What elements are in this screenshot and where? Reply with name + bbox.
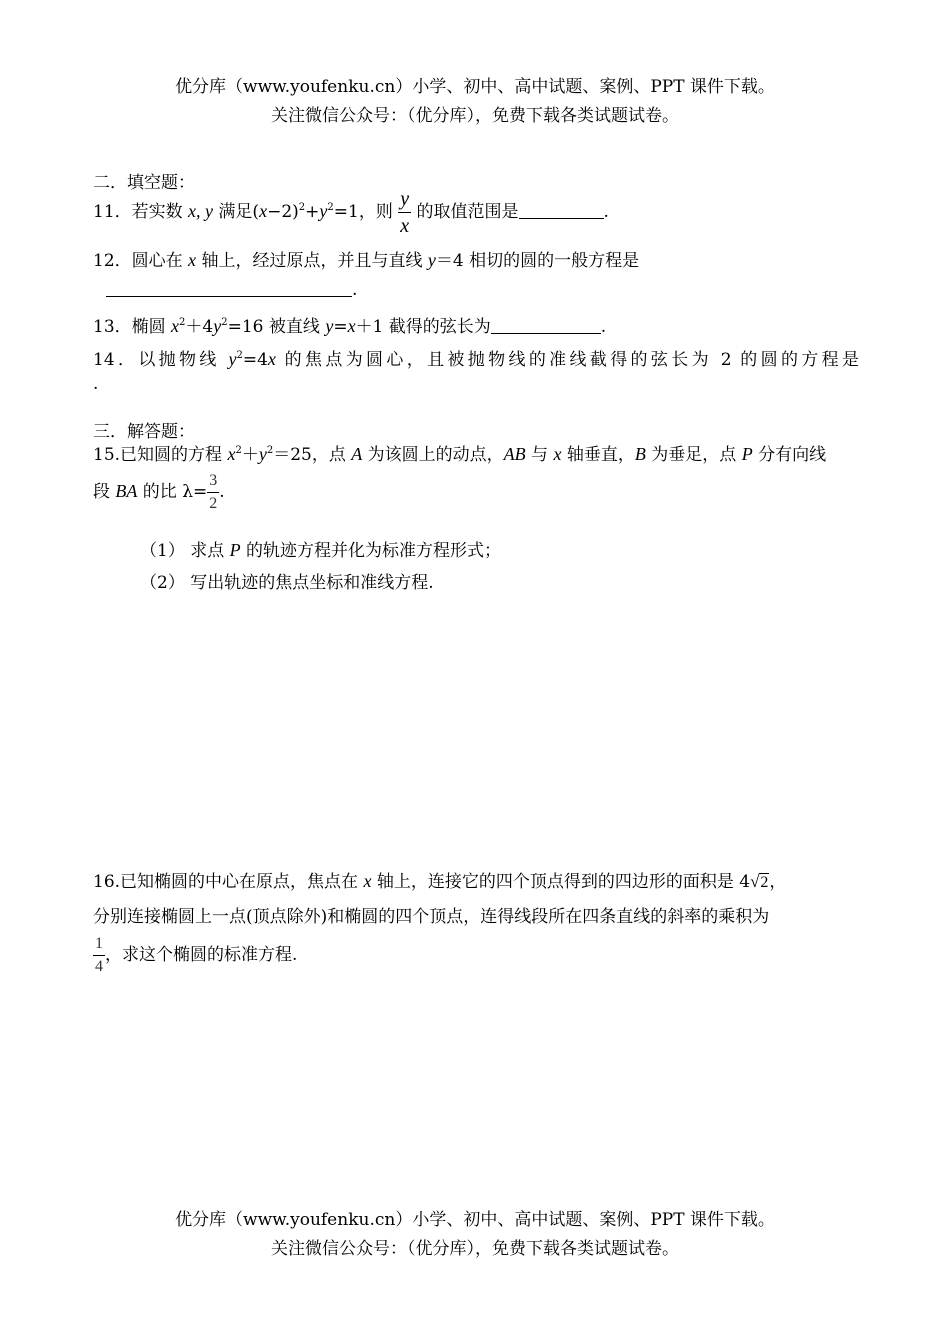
answer-blank[interactable] [491, 317, 601, 334]
q12-number: 12． [93, 251, 132, 271]
q14-number: 14． [93, 350, 139, 370]
header-line-1: 优分库（www.youfenku.cn）小学、初中、高中试题、案例、PPT 课件下载。 [175, 77, 775, 97]
q13-number: 13． [93, 317, 132, 337]
q11-number: 11． [93, 202, 132, 222]
question-14-end: . [93, 374, 99, 394]
question-16-line-3: $\frac{1}{4}$ ，求这个椭圆的标准方程. [95, 935, 298, 975]
question-12: 12．圆心在 x 轴上，经过原点，并且与直线 y＝4 相切的圆的一般方程是 [93, 250, 640, 271]
q11-fraction: $\frac{y}{x}$ [400, 188, 410, 237]
question-15: 15.已知圆的方程 $x^2+y^2=25$，点 A 为该圆上的动点，AB 与 x 轴垂直，B 为垂足，点 P 分有向线 [93, 444, 827, 465]
answer-blank[interactable] [519, 202, 604, 219]
question-15-line-2: 段 BA 的比 λ= $\frac{3}{2}$ . [93, 472, 225, 512]
footer-line-2: 关注微信公众号：（优分库），免费下载各类试题试卷。 [271, 1239, 679, 1259]
question-13: 13．椭圆 $x^2+4y^2=16$ 被直线 y=x＋1 截得的弦长为 . [93, 316, 607, 337]
question-14: 14．以抛物线 $y^2=4x$ 的焦点为圆心，且被抛物线的准线截得的弦长为 2 的圆的方程是 [93, 349, 859, 370]
footer-line-1: 优分库（www.youfenku.cn）小学、初中、高中试题、案例、PPT 课件下载。 [175, 1210, 775, 1230]
section-2-title: 二．填空题： [93, 173, 195, 193]
q15-fraction: $\frac{3}{2}$ [209, 472, 218, 512]
answer-blank[interactable] [106, 280, 352, 297]
question-16-line-2: 分别连接椭圆上一点(顶点除外)和椭圆的四个顶点，连得线段所在四条直线的斜率的乘积为 [93, 907, 770, 927]
header-line-2: 关注微信公众号：（优分库），免费下载各类试题试卷。 [271, 106, 679, 126]
question-12-blank-line: . [106, 280, 357, 300]
section-3-title: 三．解答题： [93, 422, 195, 442]
question-15-part-2: （2） 写出轨迹的焦点坐标和准线方程. [140, 573, 434, 593]
question-16: 16.已知椭圆的中心在原点，焦点在 x 轴上，连接它的四个顶点得到的四边形的面积是 4√2， [93, 871, 787, 892]
q15-number: 15. [93, 445, 121, 465]
q16-number: 16. [93, 872, 121, 892]
sqrt-symbol: √2 [750, 872, 769, 891]
question-11: 11．若实数 x, y 满足$(x-2)^2+y^2=1$，则 $\frac{y}{x}$ 的取值范围是 . [93, 188, 609, 237]
q16-fraction: $\frac{1}{4}$ [95, 935, 103, 975]
question-15-part-1: （1） 求点 P 的轨迹方程并化为标准方程形式； [140, 540, 502, 561]
